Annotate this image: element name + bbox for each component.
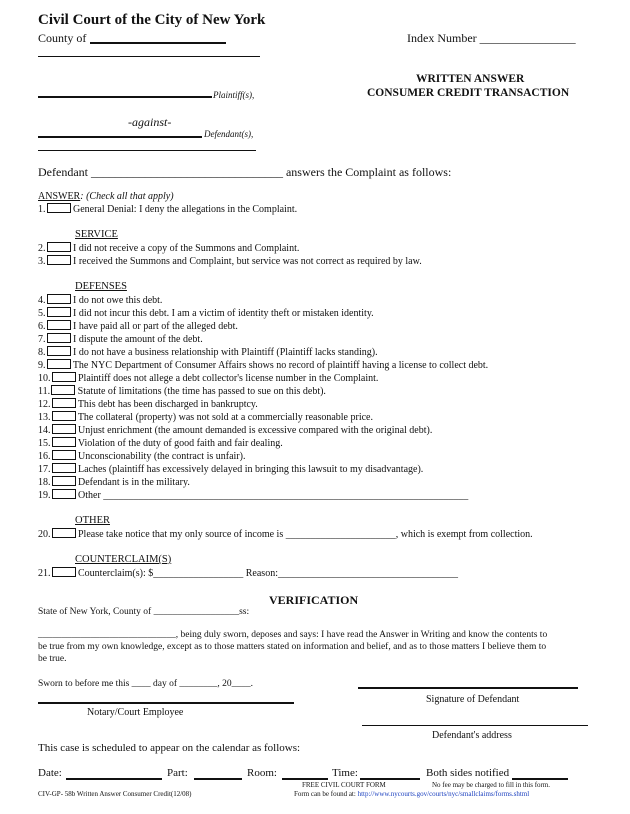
time-label: Time:	[332, 767, 358, 779]
item-checkbox[interactable]	[47, 203, 71, 213]
service-item-2: 2. I did not receive a copy of the Summons and Complaint.	[38, 243, 300, 254]
address-label: Defendant's address	[432, 730, 512, 741]
doc-title-line-2: CONSUMER CREDIT TRANSACTION	[367, 87, 570, 99]
county-label: County of	[38, 31, 87, 45]
forms-url-link[interactable]: http://www.nycourts.gov/courts/nyc/smallclaims/forms.shtml	[357, 790, 530, 798]
item-checkbox[interactable]	[52, 528, 76, 538]
other-heading: OTHER	[75, 515, 110, 526]
calendar-intro: This case is scheduled to appear on the calendar as follows:	[38, 742, 301, 754]
item-checkbox[interactable]	[52, 476, 76, 486]
item-checkbox[interactable]	[47, 242, 71, 252]
plaintiff-label: Plaintiff(s),	[213, 90, 255, 100]
item-checkbox[interactable]	[52, 411, 76, 421]
item-checkbox[interactable]	[52, 567, 76, 577]
item-number: 1.	[38, 204, 46, 215]
county-field[interactable]	[90, 42, 226, 44]
item-checkbox[interactable]	[52, 437, 76, 447]
defense-item-other: 19. Other _________________________________________________________________________	[38, 490, 469, 501]
item-text: General Denial: I deny the allegations in the Complaint.	[73, 204, 298, 215]
notary-signature-field[interactable]	[38, 702, 294, 704]
defense-item: 16. Unconscionability (the contract is unfair).	[38, 451, 246, 462]
answer-heading: ANSWER: (Check all that apply)	[38, 191, 174, 202]
defense-item: 9. The NYC Department of Consumer Affairs shows no record of plaintiff having a license to collect debt.	[38, 360, 489, 371]
service-heading: SERVICE	[75, 229, 118, 240]
income-source-field[interactable]: Please take notice that my only source of income is ______________________, which is exempt from collection.	[78, 529, 533, 540]
item-checkbox[interactable]	[51, 385, 75, 395]
defendant-address-field[interactable]	[362, 725, 588, 726]
defense-item: 11. Statute of limitations (the time has passed to sue on this debt).	[38, 386, 326, 397]
item-checkbox[interactable]	[47, 255, 71, 265]
signature-label: Signature of Defendant	[426, 694, 520, 705]
defense-item: 7. I dispute the amount of the debt.	[38, 334, 203, 345]
defendant-field[interactable]	[38, 136, 202, 138]
defendant-name-field[interactable]: Defendant ________________________________	[38, 165, 283, 179]
item-checkbox[interactable]	[52, 463, 76, 473]
form-id: CIV-GP- 58b Written Answer Consumer Credit(12/08)	[38, 790, 192, 798]
part-field[interactable]	[194, 778, 242, 780]
verification-body-3: be true.	[38, 654, 67, 664]
item-checkbox[interactable]	[47, 346, 71, 356]
item-checkbox[interactable]	[52, 424, 76, 434]
item-checkbox[interactable]	[52, 372, 76, 382]
state-county-line[interactable]: State of New York, County of __________________ss:	[38, 607, 250, 617]
notified-field[interactable]	[512, 778, 568, 780]
room-field[interactable]	[282, 778, 328, 780]
item-checkbox[interactable]	[47, 359, 71, 369]
free-form-note: FREE CIVIL COURT FORM	[302, 781, 386, 789]
defense-item: 6. I have paid all or part of the alleged debt.	[38, 321, 238, 332]
notary-label: Notary/Court Employee	[87, 707, 184, 718]
other-field[interactable]: Other _________________________________________________________________________	[78, 490, 469, 501]
defense-item: 17. Laches (plaintiff has excessively delayed in bringing this lawsuit to my disadvantage).	[38, 464, 424, 475]
caption-bottom-divider	[38, 150, 256, 151]
verification-body-2: be true from my own knowledge, except as to those matters stated on information and belief, and as to those matters I believe them to	[38, 642, 547, 652]
defense-item: 4. I do not owe this debt.	[38, 295, 163, 306]
time-field[interactable]	[360, 778, 420, 780]
plaintiff-field[interactable]	[38, 96, 212, 98]
defense-item: 14. Unjust enrichment (the amount demanded is excessive compared with the original debt).	[38, 425, 433, 436]
defense-item: 10. Plaintiff does not allege a debt collector's license number in the Complaint.	[38, 373, 379, 384]
room-label: Room:	[247, 767, 277, 779]
against-label: -against-	[128, 115, 172, 129]
item-checkbox[interactable]	[52, 489, 76, 499]
defenses-heading: DEFENSES	[75, 281, 127, 292]
verification-body-1: _____________________________, being duly sworn, deposes and says: I have read the Answer in Writing and know the contents to	[38, 630, 548, 640]
no-fee-note: No fee may be charged to fill in this form.	[432, 781, 551, 789]
defense-item: 12. This debt has been discharged in bankruptcy.	[38, 399, 258, 410]
item-checkbox[interactable]	[47, 294, 71, 304]
service-item-3: 3. I received the Summons and Complaint, but service was not correct as required by law.	[38, 256, 422, 267]
other-item-20: 20. Please take notice that my only source of income is ______________________, which is exempt from collection.	[38, 529, 533, 540]
part-label: Part:	[167, 767, 188, 779]
caption-divider	[38, 56, 260, 57]
counterclaim-heading: COUNTERCLAIM(S)	[75, 554, 172, 565]
index-number-field[interactable]: Index Number ________________	[407, 31, 576, 45]
sworn-line[interactable]: Sworn to before me this ____ day of ________, 20____.	[38, 679, 254, 689]
signature-field[interactable]	[358, 687, 578, 689]
item-checkbox[interactable]	[52, 398, 76, 408]
defendant-answers-line	[38, 165, 451, 180]
form-location: Form can be found at: http://www.nycourts.gov/courts/nyc/smallclaims/forms.shtml	[294, 790, 530, 798]
defense-item: 8. I do not have a business relationship with Plaintiff (Plaintiff lacks standing).	[38, 347, 378, 358]
defense-item: 18. Defendant is in the military.	[38, 477, 190, 488]
item-checkbox[interactable]	[47, 333, 71, 343]
court-title: Civil Court of the City of New York	[38, 12, 266, 28]
answer-note: : (Check all that apply)	[80, 191, 174, 202]
defense-item: 13. The collateral (property) was not sold at a commercially reasonable price.	[38, 412, 373, 423]
date-field[interactable]	[66, 778, 162, 780]
item-checkbox[interactable]	[47, 307, 71, 317]
counterclaim-field[interactable]: Counterclaim(s): $__________________ Reason:____________________________________	[78, 568, 458, 579]
doc-title-line-1: WRITTEN ANSWER	[416, 73, 525, 85]
defendant-label: Defendant(s),	[204, 129, 254, 139]
answer-item-1	[38, 203, 297, 216]
defendant-answers-suffix: answers the Complaint as follows:	[285, 165, 452, 179]
item-checkbox[interactable]	[52, 450, 76, 460]
date-label: Date:	[38, 767, 62, 779]
item-checkbox[interactable]	[47, 320, 71, 330]
defense-item: 15. Violation of the duty of good faith and fair dealing.	[38, 438, 283, 449]
counterclaim-item-21: 21. Counterclaim(s): $__________________ Reason:____________________________________	[38, 568, 458, 579]
notified-label: Both sides notified	[426, 767, 510, 779]
defense-item: 5. I did not incur this debt. I am a victim of identity theft or mistaken identity.	[38, 308, 374, 319]
verification-heading: VERIFICATION	[269, 593, 359, 607]
